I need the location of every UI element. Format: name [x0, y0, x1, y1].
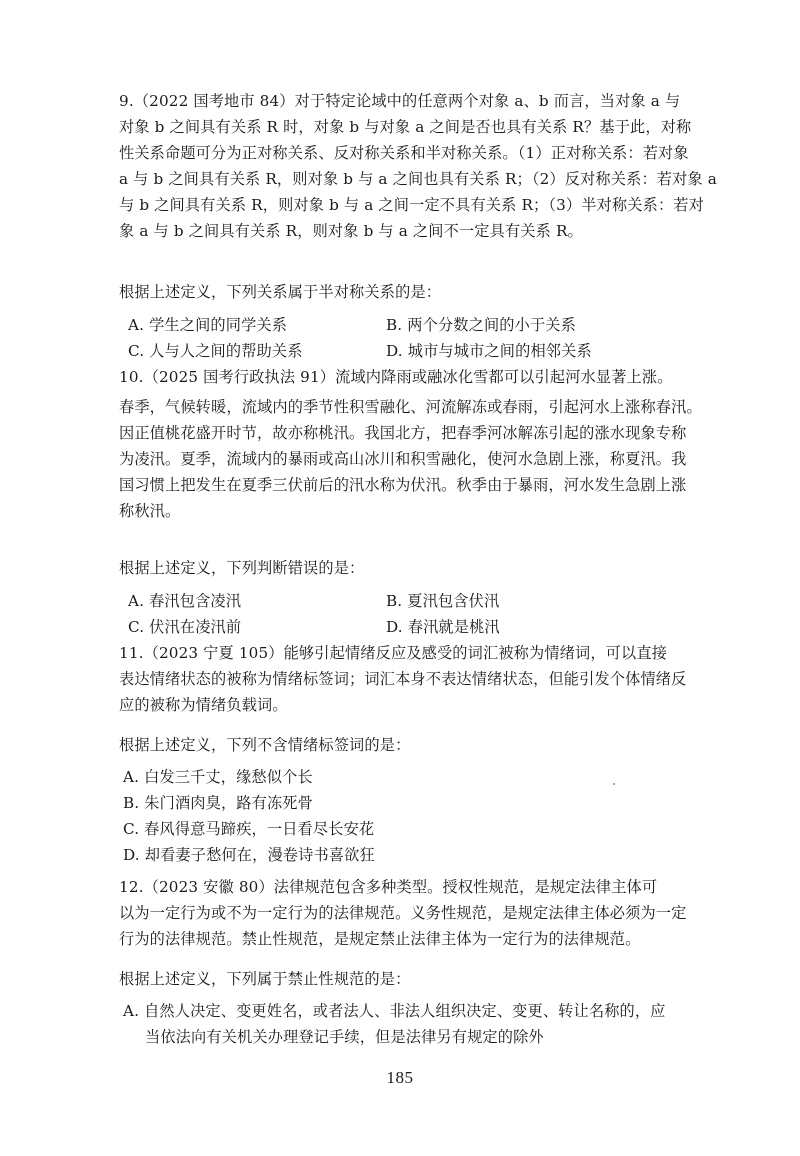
q12-line-3: 行为的法律规范。禁止性规范，是规定禁止法律主体为一定行为的法律规范。 [119, 930, 641, 948]
q9-line-2: 对象 b 之间具有关系 R 时，对象 b 与对象 a 之间是否也具有关系 R？基于此，对称 [119, 118, 692, 136]
q10-line-3: 因正值桃花盛开时节，故亦称桃汛。我国北方，把春季河冰解冻引起的涨水现象专称 [119, 424, 687, 442]
q12-line-1: 12.（2023 安徽 80）法律规范包含多种类型。授权性规范，是规定法律主体可 [119, 878, 658, 896]
q9-line-3: 性关系命题可分为正对称关系、反对称关系和半对称关系。（1）正对称关系：若对象 [119, 144, 689, 162]
q11-option-d: D. 却看妻子愁何在，漫卷诗书喜欲狂 [123, 846, 375, 864]
q9-line-5: 与 b 之间具有关系 R，则对象 b 与 a 之间一定不具有关系 R；（3）半对称关系：若对 [119, 196, 704, 214]
q10-line-2: 春季，气候转暖，流域内的季节性积雪融化、河流解冻或春雨，引起河水上涨称春汛。 [119, 398, 702, 416]
q10-prompt: 根据上述定义，下列判断错误的是： [119, 559, 365, 577]
q9-line-6: 象 a 与 b 之间具有关系 R，则对象 b 与 a 之间不一定具有关系 R。 [119, 222, 583, 240]
q12-option-a-line-2: 当依法向有关机关办理登记手续，但是法律另有规定的除外 [145, 1028, 544, 1046]
q11-option-c: C. 春风得意马蹄疾，一日看尽长安花 [123, 820, 375, 838]
q10-line-4: 为凌汛。夏季，流域内的暴雨或高山冰川和积雪融化，使河水急剧上涨，称夏汛。我 [119, 450, 687, 468]
q10-option-a: A. 春汛包含凌汛 [128, 592, 242, 610]
q9-option-d: D. 城市与城市之间的相邻关系 [386, 342, 592, 360]
q10-option-b: B. 夏汛包含伏汛 [386, 592, 500, 610]
q10-option-d: D. 春汛就是桃汛 [386, 618, 500, 636]
scan-speck [613, 783, 615, 785]
q12-option-a-line-1: A. 自然人决定、变更姓名，或者法人、非法人组织决定、变更、转让名称的，应 [123, 1002, 666, 1020]
q11-line-3: 应的被称为情绪负载词。 [119, 696, 288, 714]
q12-line-2: 以为一定行为或不为一定行为的法律规范。义务性规范，是规定法律主体必须为一定 [119, 904, 687, 922]
q9-option-b: B. 两个分数之间的小于关系 [386, 316, 576, 334]
q11-line-2: 表达情绪状态的被称为情绪标签词；词汇本身不表达情绪状态，但能引发个体情绪反 [119, 670, 687, 688]
q12-prompt: 根据上述定义，下列属于禁止性规范的是： [119, 970, 411, 988]
q11-prompt: 根据上述定义，下列不含情绪标签词的是： [119, 736, 411, 754]
q11-line-1: 11.（2023 宁夏 105）能够引起情绪反应及感受的词汇被称为情绪词，可以直接 [119, 644, 668, 662]
q10-option-c: C. 伏汛在凌汛前 [128, 618, 242, 636]
page-number: 185 [386, 1068, 414, 1087]
q9-option-a: A. 学生之间的同学关系 [128, 316, 288, 334]
q11-option-b: B. 朱门酒肉臭，路有冻死骨 [123, 794, 313, 812]
q9-line-1: 9.（2022 国考地市 84）对于特定论域中的任意两个对象 a、b 而言，当对象 a 与 [119, 92, 681, 110]
q9-line-4: a 与 b 之间具有关系 R，则对象 b 与 a 之间也具有关系 R；（2）反对称关系：若对象 a [119, 170, 717, 188]
q9-option-c: C. 人与人之间的帮助关系 [128, 342, 303, 360]
q11-option-a: A. 白发三千丈，缘愁似个长 [123, 768, 313, 786]
q10-line-1: 10.（2025 国考行政执法 91）流域内降雨或融冰化雪都可以引起河水显著上涨。 [119, 368, 673, 386]
q10-line-5: 国习惯上把发生在夏季三伏前后的汛水称为伏汛。秋季由于暴雨，河水发生急剧上涨 [119, 476, 687, 494]
q9-prompt: 根据上述定义，下列关系属于半对称关系的是： [119, 283, 442, 301]
q10-line-6: 称秋汛。 [119, 502, 181, 520]
